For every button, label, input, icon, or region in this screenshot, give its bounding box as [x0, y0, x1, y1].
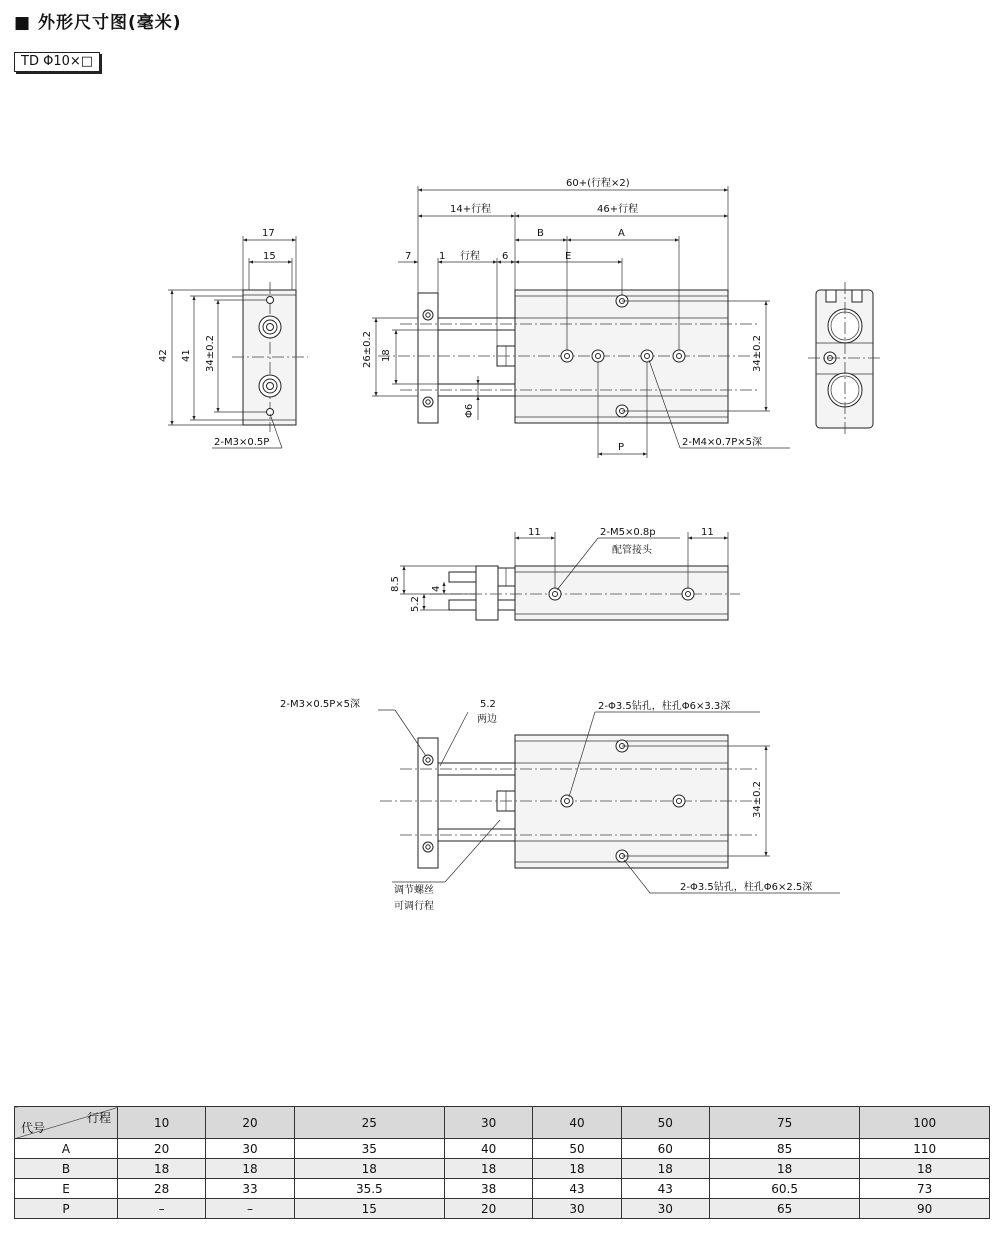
end-dim-34: 34±0.2 — [205, 334, 216, 372]
model-code-box: TD Φ10×□ — [14, 52, 100, 72]
end-view — [158, 228, 308, 448]
table-row — [15, 1159, 990, 1179]
table-cell: 15 — [294, 1199, 444, 1219]
table-cell: 20 — [118, 1139, 206, 1159]
table-cell: 90 — [860, 1199, 990, 1219]
top-view — [390, 527, 740, 620]
top-dim-5-2: 5.2 — [410, 596, 421, 612]
table-cell: 38 — [444, 1179, 532, 1199]
top-dim-11-right: 11 — [701, 527, 714, 538]
profile-view — [808, 282, 882, 436]
top-dim-11-left: 11 — [528, 527, 541, 538]
front-dim-phi6: Φ6 — [464, 403, 475, 418]
table-row — [15, 1199, 990, 1219]
bottom-note-bl-1: 调节螺丝 — [394, 885, 434, 896]
stroke-header: 50 — [621, 1107, 709, 1139]
bottom-note-bl-2: 可调行程 — [394, 901, 434, 912]
table-cell: 18 — [118, 1159, 206, 1179]
bottom-dim-both-sides: 两边 — [477, 714, 497, 725]
end-dim-42: 42 — [158, 349, 169, 362]
table-cell: – — [206, 1199, 294, 1219]
table-cell: 30 — [621, 1199, 709, 1219]
dimension-table — [14, 1106, 990, 1219]
stroke-header: 10 — [118, 1107, 206, 1139]
stroke-header: 20 — [206, 1107, 294, 1139]
table-cell: 18 — [533, 1159, 621, 1179]
table-cell: 60.5 — [709, 1179, 859, 1199]
table-cell: 85 — [709, 1139, 859, 1159]
corner-stroke-label: 行程 — [86, 1111, 111, 1125]
front-dim-overall: 60+(行程×2) — [566, 178, 630, 189]
table-row — [15, 1139, 990, 1159]
table-cell: 28 — [118, 1179, 206, 1199]
table-cell: 20 — [444, 1199, 532, 1219]
front-dim-14: 14+行程 — [450, 204, 492, 215]
front-dim-stroke: 行程 — [460, 251, 480, 262]
bottom-note-tr: 2-Φ3.5钻孔，柱孔Φ6×3.3深 — [598, 701, 731, 712]
table-cell: 30 — [206, 1139, 294, 1159]
table-cell: 43 — [533, 1179, 621, 1199]
stroke-header: 30 — [444, 1107, 532, 1139]
table-cell: 43 — [621, 1179, 709, 1199]
end-dim-41: 41 — [181, 349, 192, 362]
bottom-note-br: 2-Φ3.5钻孔，柱孔Φ6×2.5深 — [680, 882, 813, 893]
front-dim-P: P — [618, 442, 625, 453]
table-cell: 18 — [206, 1159, 294, 1179]
bottom-note-tl: 2-M3×0.5P×5深 — [280, 699, 361, 710]
table-cell: 30 — [533, 1199, 621, 1219]
table-cell: 35 — [294, 1139, 444, 1159]
table-header-row — [15, 1107, 990, 1139]
front-dim-34: 34±0.2 — [752, 334, 763, 372]
table-cell: 18 — [621, 1159, 709, 1179]
front-dim-7: 7 — [405, 251, 412, 262]
page-heading: ■ 外形尺寸图(毫米) — [14, 13, 182, 33]
end-view-port-lower — [259, 375, 281, 397]
stroke-header: 25 — [294, 1107, 444, 1139]
table-row — [15, 1179, 990, 1199]
bottom-dim-5-2: 5.2 — [480, 699, 496, 710]
corner-code-label: 代号 — [21, 1121, 46, 1135]
table-cell: 33 — [206, 1179, 294, 1199]
row-code: P — [15, 1199, 118, 1219]
front-dim-E: E — [565, 251, 572, 262]
front-view-note: 2-M4×0.7P×5深 — [682, 437, 763, 448]
top-view-note-2: 配管接头 — [612, 545, 652, 556]
front-dim-B: B — [537, 228, 544, 239]
table-cell: 18 — [294, 1159, 444, 1179]
stroke-header: 40 — [533, 1107, 621, 1139]
front-dim-18: 18 — [381, 349, 392, 362]
table-cell: 18 — [709, 1159, 859, 1179]
row-code: A — [15, 1139, 118, 1159]
end-view-port-upper — [259, 316, 281, 338]
front-dim-6: 6 — [502, 251, 509, 262]
table-cell: – — [118, 1199, 206, 1219]
front-dim-1: 1 — [439, 251, 446, 262]
front-dim-A: A — [618, 228, 625, 239]
front-dim-26: 26±0.2 — [362, 330, 373, 368]
front-dim-46: 46+行程 — [597, 204, 639, 215]
table-cell: 60 — [621, 1139, 709, 1159]
table-cell: 18 — [444, 1159, 532, 1179]
table-cell: 40 — [444, 1139, 532, 1159]
end-view-note: 2-M3×0.5P — [214, 437, 270, 448]
top-view-note-1: 2-M5×0.8p — [600, 527, 656, 538]
end-dim-15: 15 — [263, 251, 276, 262]
table-cell: 110 — [860, 1139, 990, 1159]
end-dim-17: 17 — [262, 228, 275, 239]
table-corner-cell — [15, 1107, 118, 1139]
stroke-header: 100 — [860, 1107, 990, 1139]
stroke-header: 75 — [709, 1107, 859, 1139]
bottom-dim-34: 34±0.2 — [752, 780, 763, 818]
table-cell: 73 — [860, 1179, 990, 1199]
table-cell: 65 — [709, 1199, 859, 1219]
table-cell: 18 — [860, 1159, 990, 1179]
table-cell: 35.5 — [294, 1179, 444, 1199]
top-dim-8-5: 8.5 — [390, 576, 401, 592]
front-view — [362, 176, 790, 458]
bottom-view — [280, 698, 840, 912]
top-dim-4: 4 — [431, 585, 442, 592]
table-cell: 50 — [533, 1139, 621, 1159]
row-code: E — [15, 1179, 118, 1199]
row-code: B — [15, 1159, 118, 1179]
